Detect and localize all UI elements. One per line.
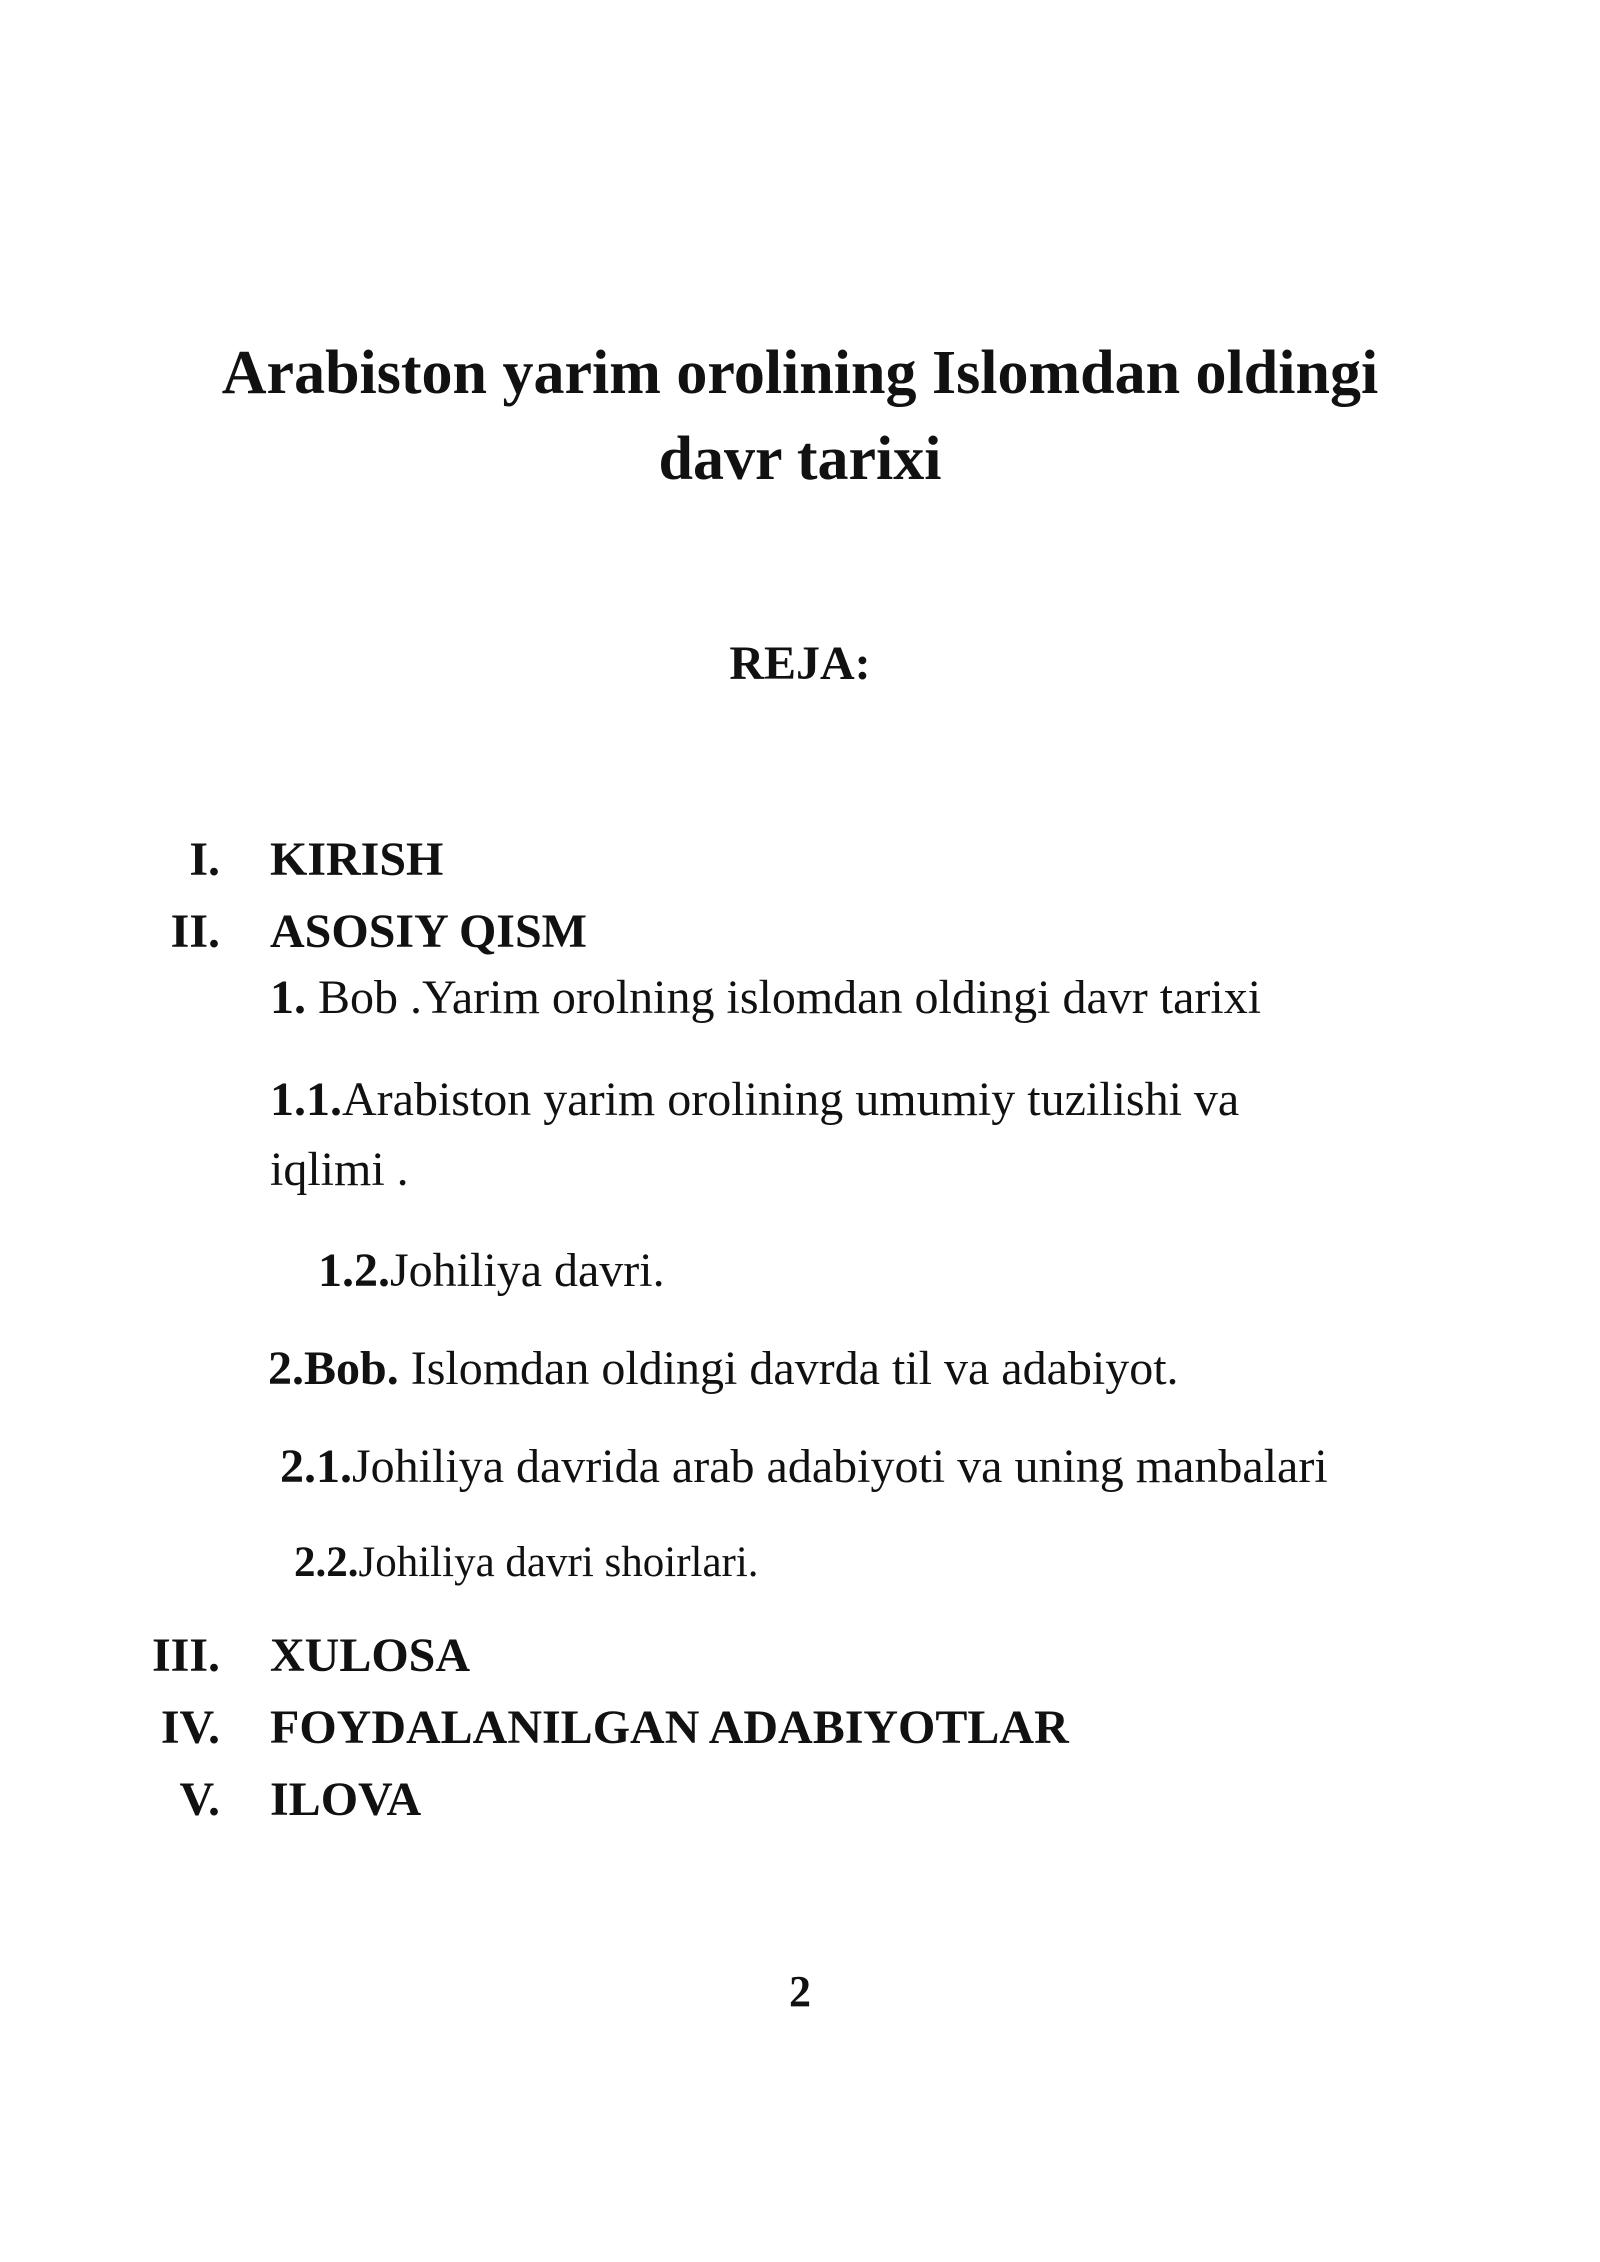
- subsection-1-2: [318, 1236, 665, 1306]
- plan-heading: REJA:: [729, 637, 871, 690]
- plan-section-xulosa: [0, 1628, 1600, 1688]
- document-title-line-2: davr tarixi: [658, 425, 942, 493]
- subsection-text: Johiliya davrida arab adabiyoti va uning manbalari: [352, 1440, 1328, 1493]
- section-number: IV.: [160, 1701, 220, 1754]
- subsection-text: Islomdan oldingi davrda til va adabiyot.: [398, 1342, 1179, 1395]
- subsection-text: Arabiston yarim orolining umumiy tuzilishi va: [342, 1073, 1240, 1126]
- section-label: ASOSIY QISM: [270, 905, 587, 958]
- plan-section-ilova: [0, 1772, 1600, 1832]
- section-number: V.: [179, 1773, 220, 1826]
- document-title-line-1: Arabiston yarim orolining Islomdan oldingi: [221, 339, 1379, 407]
- section-label: KIRISH: [270, 833, 444, 886]
- subsection-text: Johiliya davri.: [390, 1244, 665, 1297]
- subsection-text: Bob .Yarim orolning islomdan oldingi davr tarixi: [306, 971, 1262, 1024]
- section-number: III.: [151, 1629, 220, 1682]
- section-label: FOYDALANILGAN ADABIYOTLAR: [270, 1701, 1069, 1754]
- subsection-number: 1.1.: [270, 1073, 342, 1126]
- plan-section-foydalanilgan-adabiyotlar: [0, 1700, 1600, 1760]
- subsection-1-1: [270, 1065, 1239, 1135]
- subsection-2-2: [294, 1528, 759, 1598]
- plan-section-asosiy-qism: [0, 904, 1600, 964]
- subsection-2-bob: [268, 1334, 1179, 1404]
- page-number: 2: [789, 1967, 811, 2016]
- subsection-number: 2.2.: [294, 1539, 359, 1586]
- section-label: XULOSA: [270, 1629, 471, 1682]
- plan-section-kirish: [0, 832, 1600, 892]
- subsection-1-bob: [270, 963, 1261, 1033]
- section-number: II.: [170, 905, 220, 958]
- subsection-number: 2.1.: [280, 1440, 352, 1493]
- subsection-number: 1.: [270, 971, 306, 1024]
- subsection-2-1: [280, 1432, 1328, 1502]
- section-number: I.: [189, 833, 220, 886]
- subsection-number: 2.Bob.: [268, 1342, 399, 1395]
- section-label: ILOVA: [270, 1773, 422, 1826]
- subsection-1-1-continuation: iqlimi .: [270, 1143, 409, 1196]
- subsection-number: 1.2.: [318, 1244, 390, 1297]
- subsection-text: Johiliya davri shoirlari.: [358, 1539, 759, 1586]
